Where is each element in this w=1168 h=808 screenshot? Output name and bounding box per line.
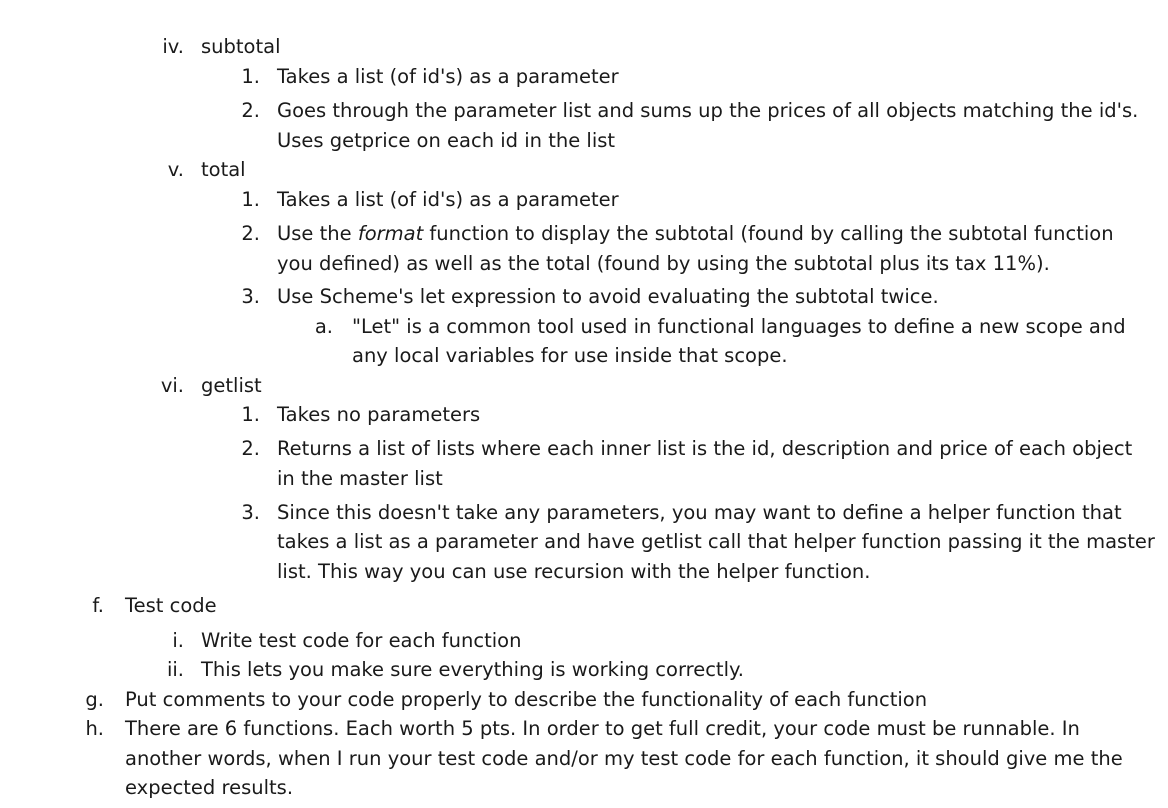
list-marker: ii. — [166, 658, 184, 681]
list-marker: 2. — [241, 99, 260, 122]
list-item-text: Returns a list of lists where each inner list is the id, description and price of each object — [277, 437, 1133, 460]
list-item-text: any local variables for use inside that scope. — [352, 344, 788, 367]
list-item-text: takes a list as a parameter and have getlist call that helper function passing it the master — [277, 530, 1155, 553]
list-item-text: "Let" is a common tool used in functional languages to define a new scope and — [352, 315, 1126, 338]
list-item-text: Write test code for each function — [201, 629, 522, 652]
list-marker: 2. — [241, 222, 260, 245]
list-marker: a. — [314, 315, 333, 338]
list-marker: 1. — [241, 188, 260, 211]
list-marker: f. — [92, 594, 104, 617]
list-item-text: expected results. — [125, 776, 294, 799]
list-marker: i. — [172, 629, 184, 652]
list-marker: 3. — [241, 285, 260, 308]
list-item-text: in the master list — [277, 467, 443, 490]
list-marker: 3. — [241, 501, 260, 524]
list-item-text: Goes through the parameter list and sums up the prices of all objects matching the id's. — [277, 99, 1139, 122]
list-item-text: Takes no parameters — [277, 403, 481, 426]
list-marker: h. — [85, 717, 104, 740]
section-title: subtotal — [201, 35, 281, 58]
list-marker: vi. — [160, 374, 184, 397]
list-marker: g. — [85, 688, 104, 711]
list-marker: 1. — [241, 65, 260, 88]
list-item-text: Uses getprice on each id in the list — [277, 129, 616, 152]
format-keyword: format — [357, 222, 424, 245]
list-item-text: Since this doesn't take any parameters, you may want to define a helper function that — [277, 501, 1122, 524]
section-title: getlist — [201, 374, 262, 397]
list-marker: 2. — [241, 437, 260, 460]
list-item-text: list. This way you can use recursion with the helper function. — [277, 560, 871, 583]
list-item-text: This lets you make sure everything is working correctly. — [201, 658, 744, 681]
list-marker: 1. — [241, 403, 260, 426]
list-item-text: another words, when I run your test code and/or my test code for each function, it should give me the — [125, 747, 1123, 770]
list-item-text: There are 6 functions. Each worth 5 pts. In order to get full credit, your code must be runnable. In — [125, 717, 1080, 740]
list-item-text: Use the format function to display the subtotal (found by calling the subtotal function — [277, 222, 1114, 245]
list-marker: v. — [167, 158, 184, 181]
list-item-text: you defined) as well as the total (found by using the subtotal plus its tax 11%). — [277, 252, 1050, 275]
list-marker: iv. — [162, 35, 184, 58]
section-title: Test code — [125, 594, 217, 617]
list-item-text: Use Scheme's let expression to avoid evaluating the subtotal twice. — [277, 285, 939, 308]
list-item-text: Takes a list (of id's) as a parameter — [277, 65, 619, 88]
list-item-text: Takes a list (of id's) as a parameter — [277, 188, 619, 211]
list-item-text: Put comments to your code properly to describe the functionality of each function — [125, 688, 928, 711]
section-title: total — [201, 158, 246, 181]
